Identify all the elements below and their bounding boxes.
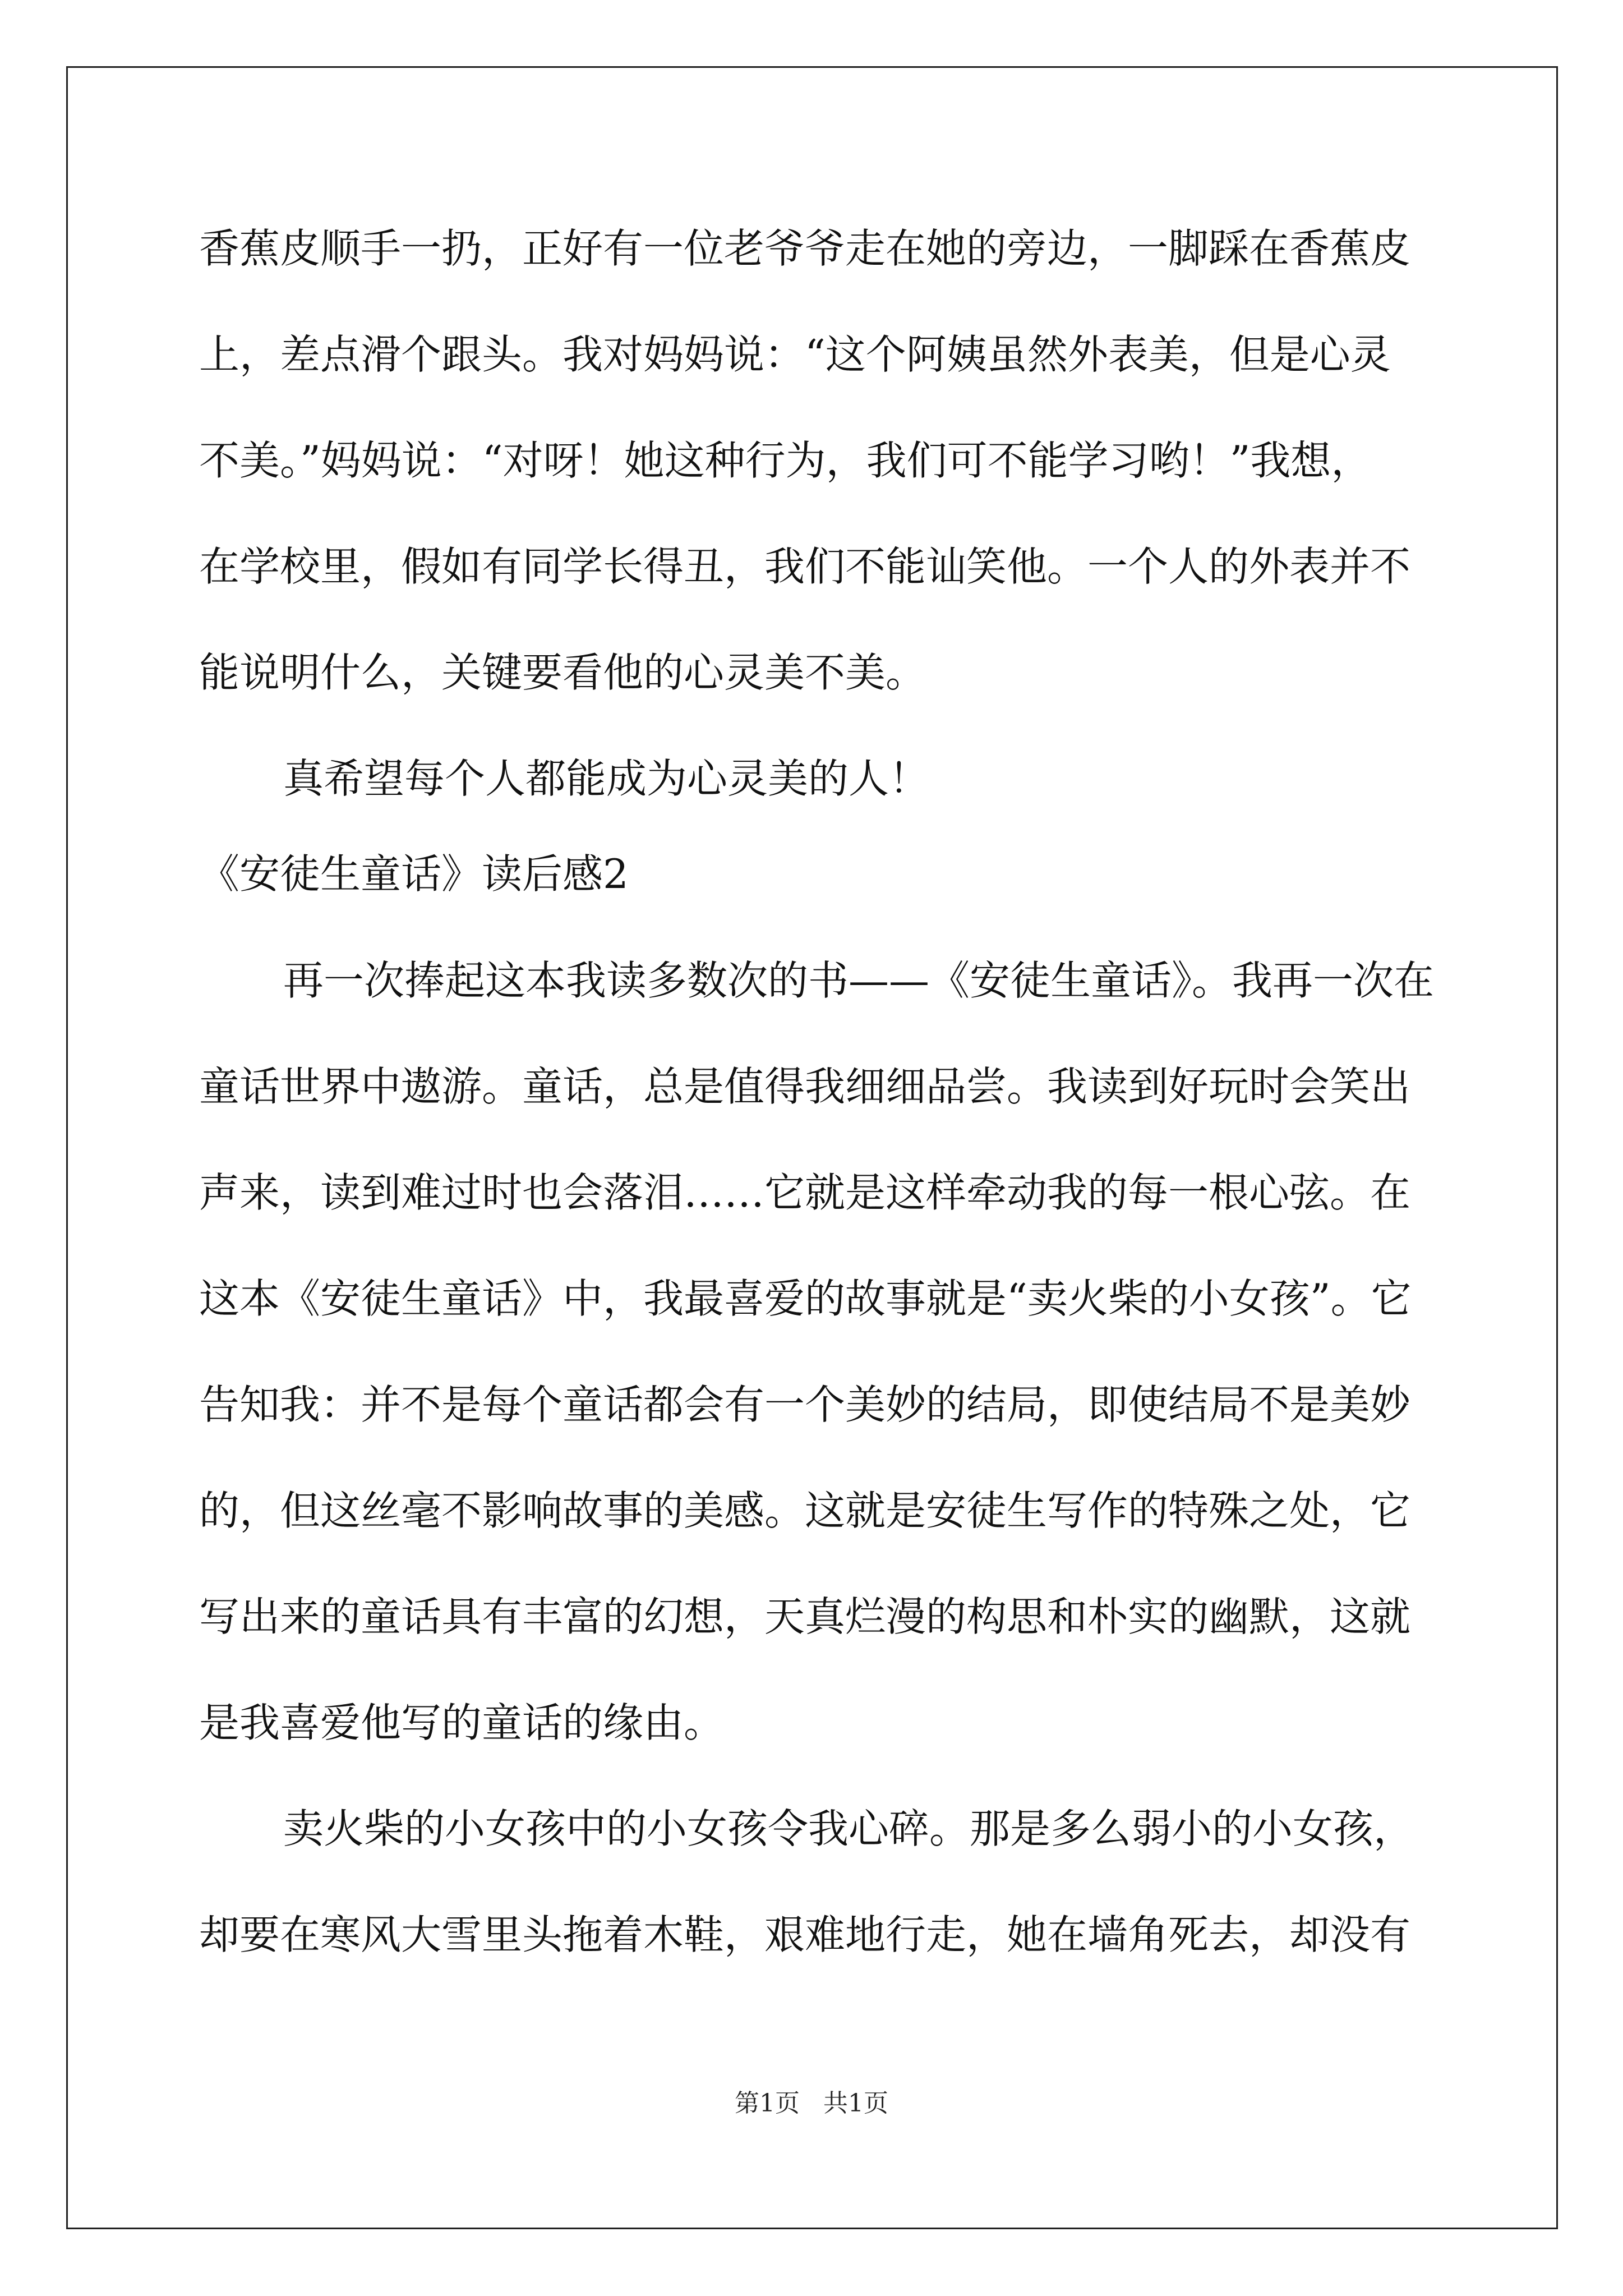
page-footer: 第1页 共1页 (735, 2089, 888, 2118)
paragraph-line: 童话世界中遨游。童话，总是值得我细细品尝。我读到好玩时会笑出 (199, 1063, 1411, 1110)
paragraph-line: 写出来的童话具有丰富的幻想，天真烂漫的构思和朴实的幽默，这就 (199, 1593, 1411, 1640)
paragraph-line: 香蕉皮顺手一扔，正好有一位老爷爷走在她的旁边，一脚踩在香蕉皮 (199, 225, 1411, 272)
paragraph-line: 不美。”妈妈说：“对呀！她这种行为，我们可不能学习哟！”我想， (199, 437, 1372, 484)
paragraph-line: 却要在寒风大雪里头拖着木鞋，艰难地行走，她在墙角死去，却没有 (199, 1911, 1411, 1958)
paragraph-line: 卖火柴的小女孩中的小女孩令我心碎。那是多么弱小的小女孩， (283, 1805, 1414, 1852)
paragraph-line: 的，但这丝毫不影响故事的美感。这就是安徒生写作的特殊之处，它 (199, 1487, 1411, 1534)
paragraph-line: 能说明什么，关键要看他的心灵美不美。 (199, 649, 926, 696)
paragraph-line: 告知我：并不是每个童话都会有一个美妙的结局，即使结局不是美妙 (199, 1381, 1411, 1428)
paragraph-line: 是我喜爱他写的童话的缘由。 (199, 1699, 725, 1746)
paragraph-line: 再一次捧起这本我读多数次的书——《安徒生童话》。我再一次在 (283, 957, 1435, 1004)
paragraph-line: 这本《安徒生童话》中，我最喜爱的故事就是“卖火柴的小女孩”。它 (199, 1275, 1412, 1322)
section-heading: 《安徒生童话》读后感2 (199, 850, 629, 898)
paragraph-line: 真希望每个人都能成为心灵美的人！ (283, 755, 930, 802)
paragraph-line: 上，差点滑个跟头。我对妈妈说：“这个阿姨虽然外表美，但是心灵 (199, 331, 1391, 378)
paragraph-line: 在学校里，假如有同学长得丑，我们不能讪笑他。一个人的外表并不 (199, 543, 1411, 590)
paragraph-line: 声来，读到难过时也会落泪……它就是这样牵动我的每一根心弦。在 (199, 1169, 1411, 1216)
